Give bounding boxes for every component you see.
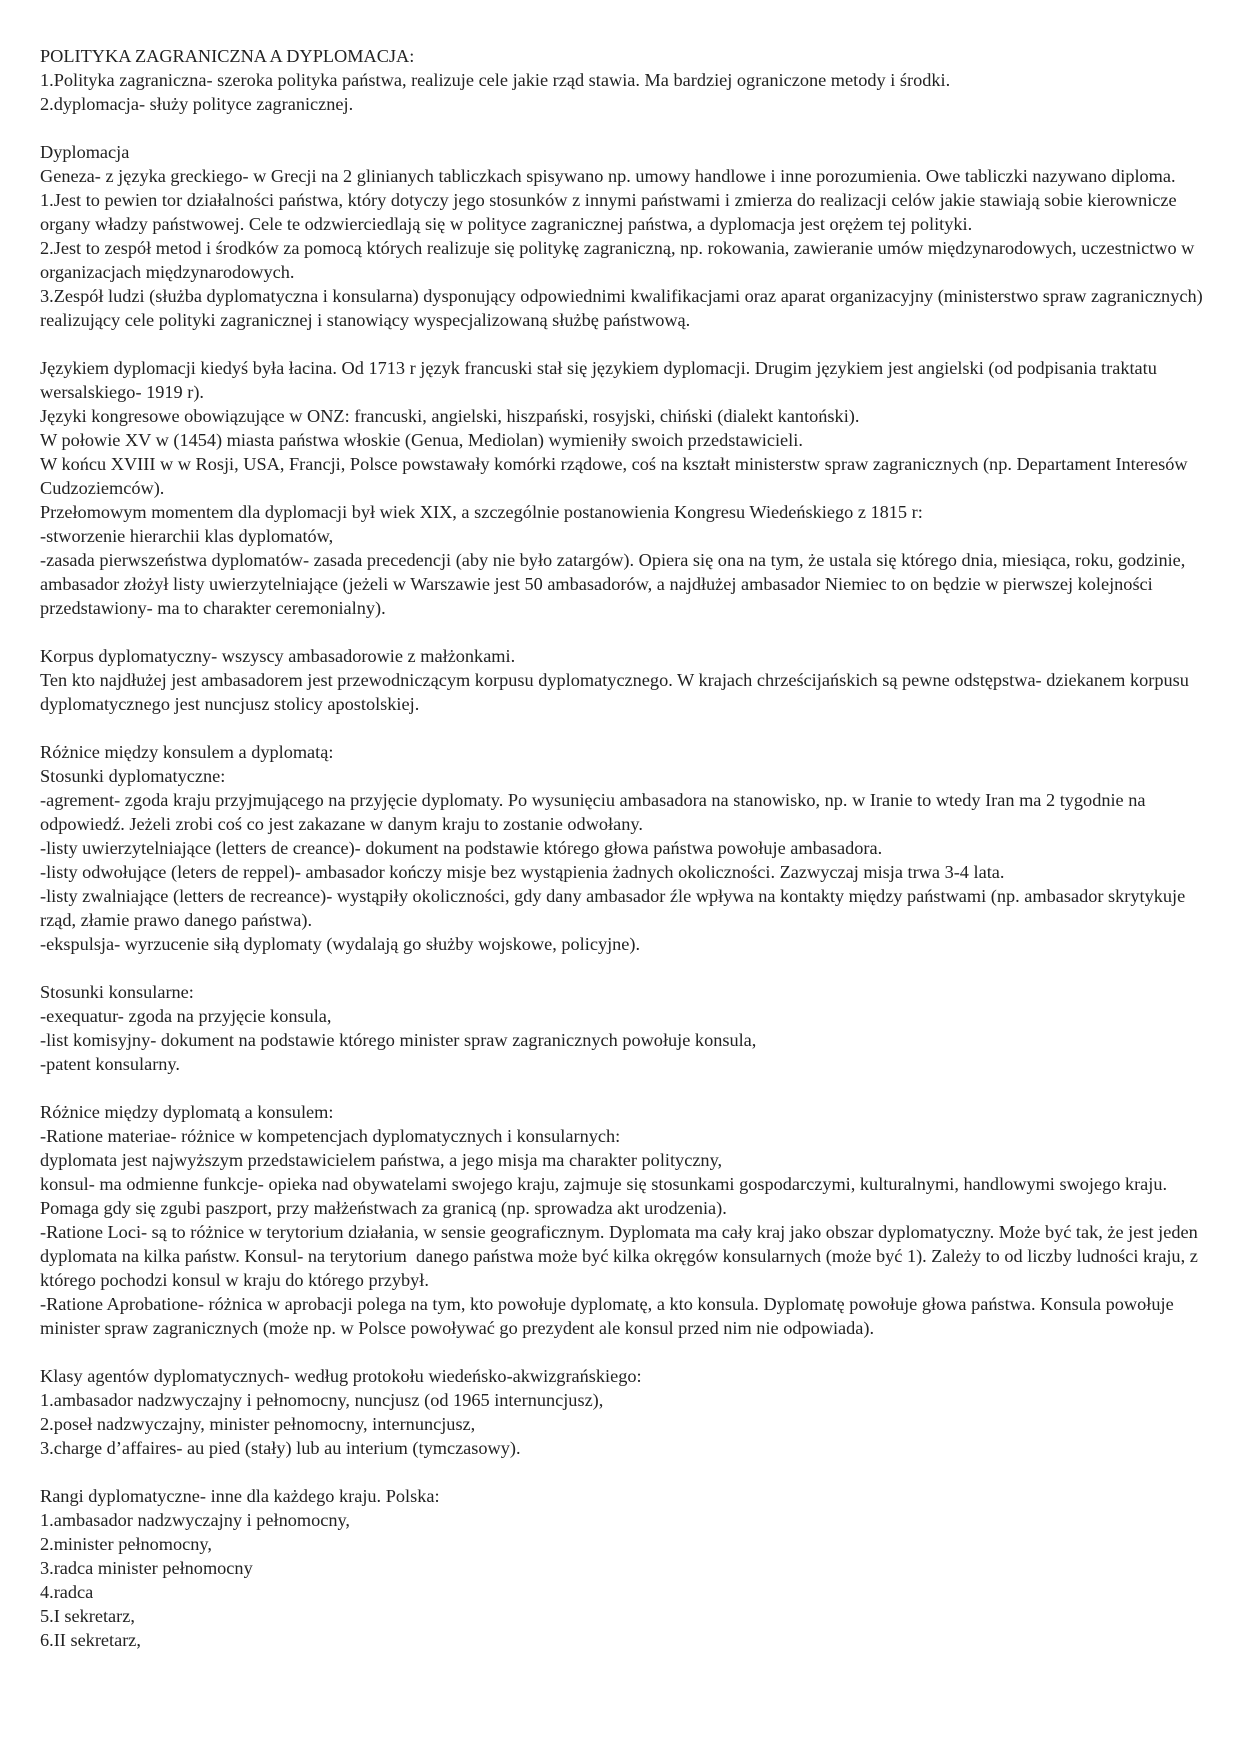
blank-line [40,332,1204,356]
section-heading: Klasy agentów dyplomatycznych- według protokołu wiedeńsko-akwizgrańskiego: [40,1366,642,1386]
text-line: Ten kto najdłużej jest ambasadorem jest przewodniczącym korpusu dyplomatycznego. W krajach chrześcijańskich są pewne odstępstwa- dziekanem korpusu dyplomatycznego jest nuncjusz stolicy apostolskiej. [40,670,1194,714]
list-item: 2.minister pełnomocny, [40,1534,212,1554]
text-line: -zasada pierwszeństwa dyplomatów- zasada precedencji (aby nie było zatargów). Opiera się ona na tym, że ustala się którego dnia, miesiąca, roku, godzinie, ambasador złożył listy uwierzytelniające (jeżeli w Warszawie jest 50 ambasadorów, a najdłużej ambasador Niemiec to on będzie w pierwszej kolejności przedstawiony- ma to charakter ceremonialny). [40,550,1190,618]
list-item: 1.ambasador nadzwyczajny i pełnomocny, [40,1510,350,1530]
section-heading: Stosunki dyplomatyczne: [40,766,226,786]
text-line: -listy uwierzytelniające (letters de creance)- dokument na podstawie którego głowa państwa powołuje ambasadora. [40,838,883,858]
blank-line [40,1340,1204,1364]
text-line: W połowie XV w (1454) miasta państwa włoskie (Genua, Mediolan) wymieniły swoich przedstawicieli. [40,430,803,450]
list-item: 5.I sekretarz, [40,1606,135,1626]
list-item: 1.ambasador nadzwyczajny i pełnomocny, nuncjusz (od 1965 internuncjusz), [40,1390,604,1410]
document-title: POLITYKA ZAGRANICZNA A DYPLOMACJA: [40,46,415,66]
text-line: Języki kongresowe obowiązujące w ONZ: francuski, angielski, hiszpański, rosyjski, chiński (dialekt kantoński). [40,406,860,426]
text-line: -stworzenie hierarchii klas dyplomatów, [40,526,334,546]
blank-line [40,956,1204,980]
section-heading: Różnice między dyplomatą a konsulem: [40,1102,334,1122]
text-line: Geneza- z języka greckiego- w Grecji na 2 glinianych tabliczkach spisywano np. umowy handlowe i inne porozumienia. Owe tabliczki nazywano diploma. [40,166,1176,186]
text-line: Przełomowym momentem dla dyplomacji był wiek XIX, a szczególnie postanowienia Kongresu Wiedeńskiego z 1815 r: [40,502,923,522]
text-line: dyplomata jest najwyższym przedstawicielem państwa, a jego misja ma charakter polityczny, [40,1150,723,1170]
text-line: -agrement- zgoda kraju przyjmującego na przyjęcie dyplomaty. Po wysunięciu ambasadora na stanowisko, np. w Iranie to wtedy Iran ma 2 tygodnie na odpowiedź. Jeżeli zrobi coś co jest zakazane w danym kraju to zostanie odwołany. [40,790,1151,834]
list-item: 6.II sekretarz, [40,1630,141,1650]
text-line: -exequatur- zgoda na przyjęcie konsula, [40,1006,332,1026]
text-line: -Ratione Loci- są to różnice w terytorium działania, w sensie geograficznym. Dyplomata ma cały kraj jako obszar dyplomatyczny. Może być tak, że jest jeden dyplomata na kilka państw. Konsul- na terytorium danego państwa może być kilka okręgów konsularnych (może być 1). Zależy to od liczby ludności kraju, z którego pochodzi konsul w kraju do którego przybył. [40,1222,1203,1290]
text-line: Korpus dyplomatyczny- wszyscy ambasadorowie z małżonkami. [40,646,516,666]
text-line: -ekspulsja- wyrzucenie siłą dyplomaty (wydalają go służby wojskowe, policyjne). [40,934,641,954]
blank-line [40,1076,1204,1100]
text-line: 2.Jest to zespół metod i środków za pomocą których realizuje się politykę zagraniczną, np. rokowania, zawieranie umów międzynarodowych, uczestnictwo w organizacjach międzynarodowych. [40,238,1199,282]
list-item: 3.radca minister pełnomocny [40,1558,253,1578]
text-line: Językiem dyplomacji kiedyś była łacina. Od 1713 r język francuski stał się językiem dyplomacji. Drugim językiem jest angielski (od podpisania traktatu wersalskiego- 1919 r). [40,358,1162,402]
text-line: -patent konsularny. [40,1054,180,1074]
list-item: 4.radca [40,1582,94,1602]
text-line: -list komisyjny- dokument na podstawie którego minister spraw zagranicznych powołuje konsula, [40,1030,757,1050]
text-line: -Ratione materiae- różnice w kompetencjach dyplomatycznych i konsularnych: [40,1126,621,1146]
section-heading: Dyplomacja [40,142,130,162]
blank-line [40,116,1204,140]
text-line: 1.Polityka zagraniczna- szeroka polityka państwa, realizuje cele jakie rząd stawia. Ma bardziej ograniczone metody i środki. [40,70,951,90]
text-line: -listy zwalniające (letters de recreance)- wystąpiły okoliczności, gdy dany ambasador źle wpływa na kontakty między państwami (np. ambasador skrytykuje rząd, złamie prawo danego państwa). [40,886,1190,930]
text-line: 2.dyplomacja- służy polityce zagranicznej. [40,94,354,114]
blank-line [40,620,1204,644]
section-heading: Rangi dyplomatyczne- inne dla każdego kraju. Polska: [40,1486,440,1506]
section-heading: Stosunki konsularne: [40,982,194,1002]
section-heading: Różnice między konsulem a dyplomatą: [40,742,334,762]
document-page [40,44,1208,1652]
list-item: 3.charge d’affaires- au pied (stały) lub au interium (tymczasowy). [40,1438,521,1458]
blank-line [40,716,1204,740]
text-line: 1.Jest to pewien tor działalności państwa, który dotyczy jego stosunków z innymi państwami i zmierza do realizacji celów jakie stawiają sobie kierownicze organy władzy państwowej. Cele te odzwierciedlają się w polityce zagranicznej państwa, a dyplomacja jest orężem tej polityki. [40,190,1182,234]
text-line: 3.Zespół ludzi (służba dyplomatyczna i konsularna) dysponujący odpowiednimi kwalifikacjami oraz aparat organizacyjny (ministerstwo spraw zagranicznych) realizujący cele polityki zagranicznej i stanowiący wyspecjalizowaną służbę państwową. [40,286,1208,330]
blank-line [40,1460,1204,1484]
text-line: W końcu XVIII w w Rosji, USA, Francji, Polsce powstawały komórki rządowe, coś na kształt ministerstw spraw zagranicznych (np. Departament Interesów Cudzoziemców). [40,454,1193,498]
text-line: konsul- ma odmienne funkcje- opieka nad obywatelami swojego kraju, zajmuje się stosunkami gospodarczymi, kulturalnymi, handlowymi swojego kraju. Pomaga gdy się zgubi paszport, przy małżeństwach za granicą (np. sprowadza akt urodzenia). [40,1174,1172,1218]
list-item: 2.poseł nadzwyczajny, minister pełnomocny, internuncjusz, [40,1414,476,1434]
text-line: -listy odwołujące (leters de reppel)- ambasador kończy misje bez wystąpienia żadnych okoliczności. Zazwyczaj misja trwa 3-4 lata. [40,862,1005,882]
text-line: -Ratione Aprobatione- różnica w aprobacji polega na tym, kto powołuje dyplomatę, a kto konsula. Dyplomatę powołuje głowa państwa. Konsula powołuje minister spraw zagranicznych (może np. w Polsce powoływać go prezydent ale konsul przed nim nie odpowiada). [40,1294,1179,1338]
